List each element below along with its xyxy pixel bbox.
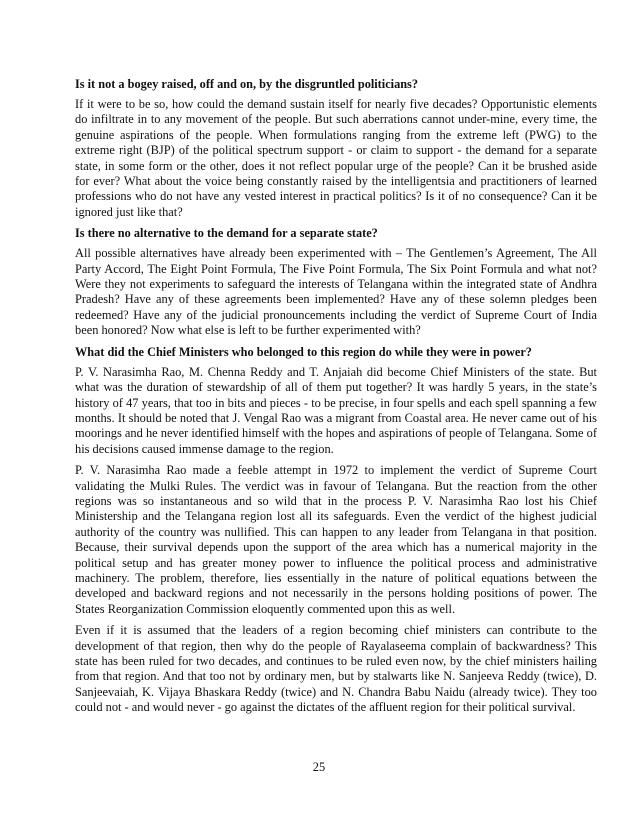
answer-paragraph: All possible alternatives have already been experimented with – The Gentlemen’s Agreement, The All Party Accord, The Eight Point Formula, The Five Point Formula, The Six Point Formula and what not? Were they not experiments to safeguard the interests of Telangana within the integrated state of Andhra Pradesh? Have any of these agreements been implemented? Have any of these solemn pledges been redeemed? Have any of the judicial pronouncements including the verdict of Supreme Court of India been honored? Now what else is left to be further experimented with? [75,246,597,338]
answer-paragraph: P. V. Narasimha Rao made a feeble attempt in 1972 to implement the verdict of Supreme Court validating the Mulki Rules. The verdict was in favour of Telangana. But the reaction from the other regions was so instantaneous and so wild that in the process P. V. Narasimha Rao lost his Chief Ministership and the Telangana region lost all its safeguards. Even the verdict of the highest judicial authority of the country was nullified. This can happen to any leader from Telangana in that position. Because, their survival depends upon the support of the area which has a numerical majority in the political setup and has greater money power to influence the political process and administrative machinery. The problem, therefore, lies essentially in the nature of political equations between the developed and backward regions and not necessarily in the persons holding positions of power. The States Reorganization Commission eloquently commented upon this as well. [75,463,597,616]
question-heading: Is it not a bogey raised, off and on, by the disgruntled politicians? [75,77,418,91]
question-heading: Is there no alternative to the demand for a separate state? [75,226,378,241]
answer-paragraph: P. V. Narasimha Rao, M. Chenna Reddy and T. Anjaiah did become Chief Ministers of the state. But what was the duration of stewardship of all of them put together? It was hardly 5 years, in the state’s history of 47 years, that too in bits and pieces - to be precise, in four spells and each spell spanning a few months. It should be noted that J. Vengal Rao was a migrant from Coastal area. He never came out of his moorings and he never identified himself with the hopes and aspirations of people of Telangana. Some of his decisions caused immense damage to the region. [75,364,597,456]
question-heading: What did the Chief Ministers who belonged to this region do while they were in power? [75,344,532,359]
answer-paragraph: Even if it is assumed that the leaders of a region becoming chief ministers can contribute to the development of that region, then why do the people of Rayalaseema complain of backwardness? This state has been ruled for two decades, and continues to be ruled even now, by the chief ministers hailing from that region. And that too not by ordinary men, but by stalwarts like N. Sanjeeva Reddy (twice), D. Sanjeevaiah, K. Vijaya Bhaskara Reddy (twice) and N. Chandra Babu Naidu (already twice). They too could not - and would never - go against the dictates of the affluent region for their political survival. [75,623,597,715]
page-number: 25 [312,760,326,774]
answer-paragraph: If it were to be so, how could the demand sustain itself for nearly five decades? Opportunistic elements do infiltrate in to any movement of the people. But such aberrations cannot under-mine, every time, the genuine aspirations of the people. When formulations ranging from the extreme left (PWG) to the extreme right (BJP) of the political spectrum support - or claim to support - the demand for a separate state, in some form or the other, does it not reflect popular urge of the people? Can it be brushed aside for ever? What about the voice being constantly raised by the intelligentsia and practitioners of learned professions who do not have any vested interest in practical politics? Is it of no consequence? Can it be ignored just like that? [75,97,597,219]
